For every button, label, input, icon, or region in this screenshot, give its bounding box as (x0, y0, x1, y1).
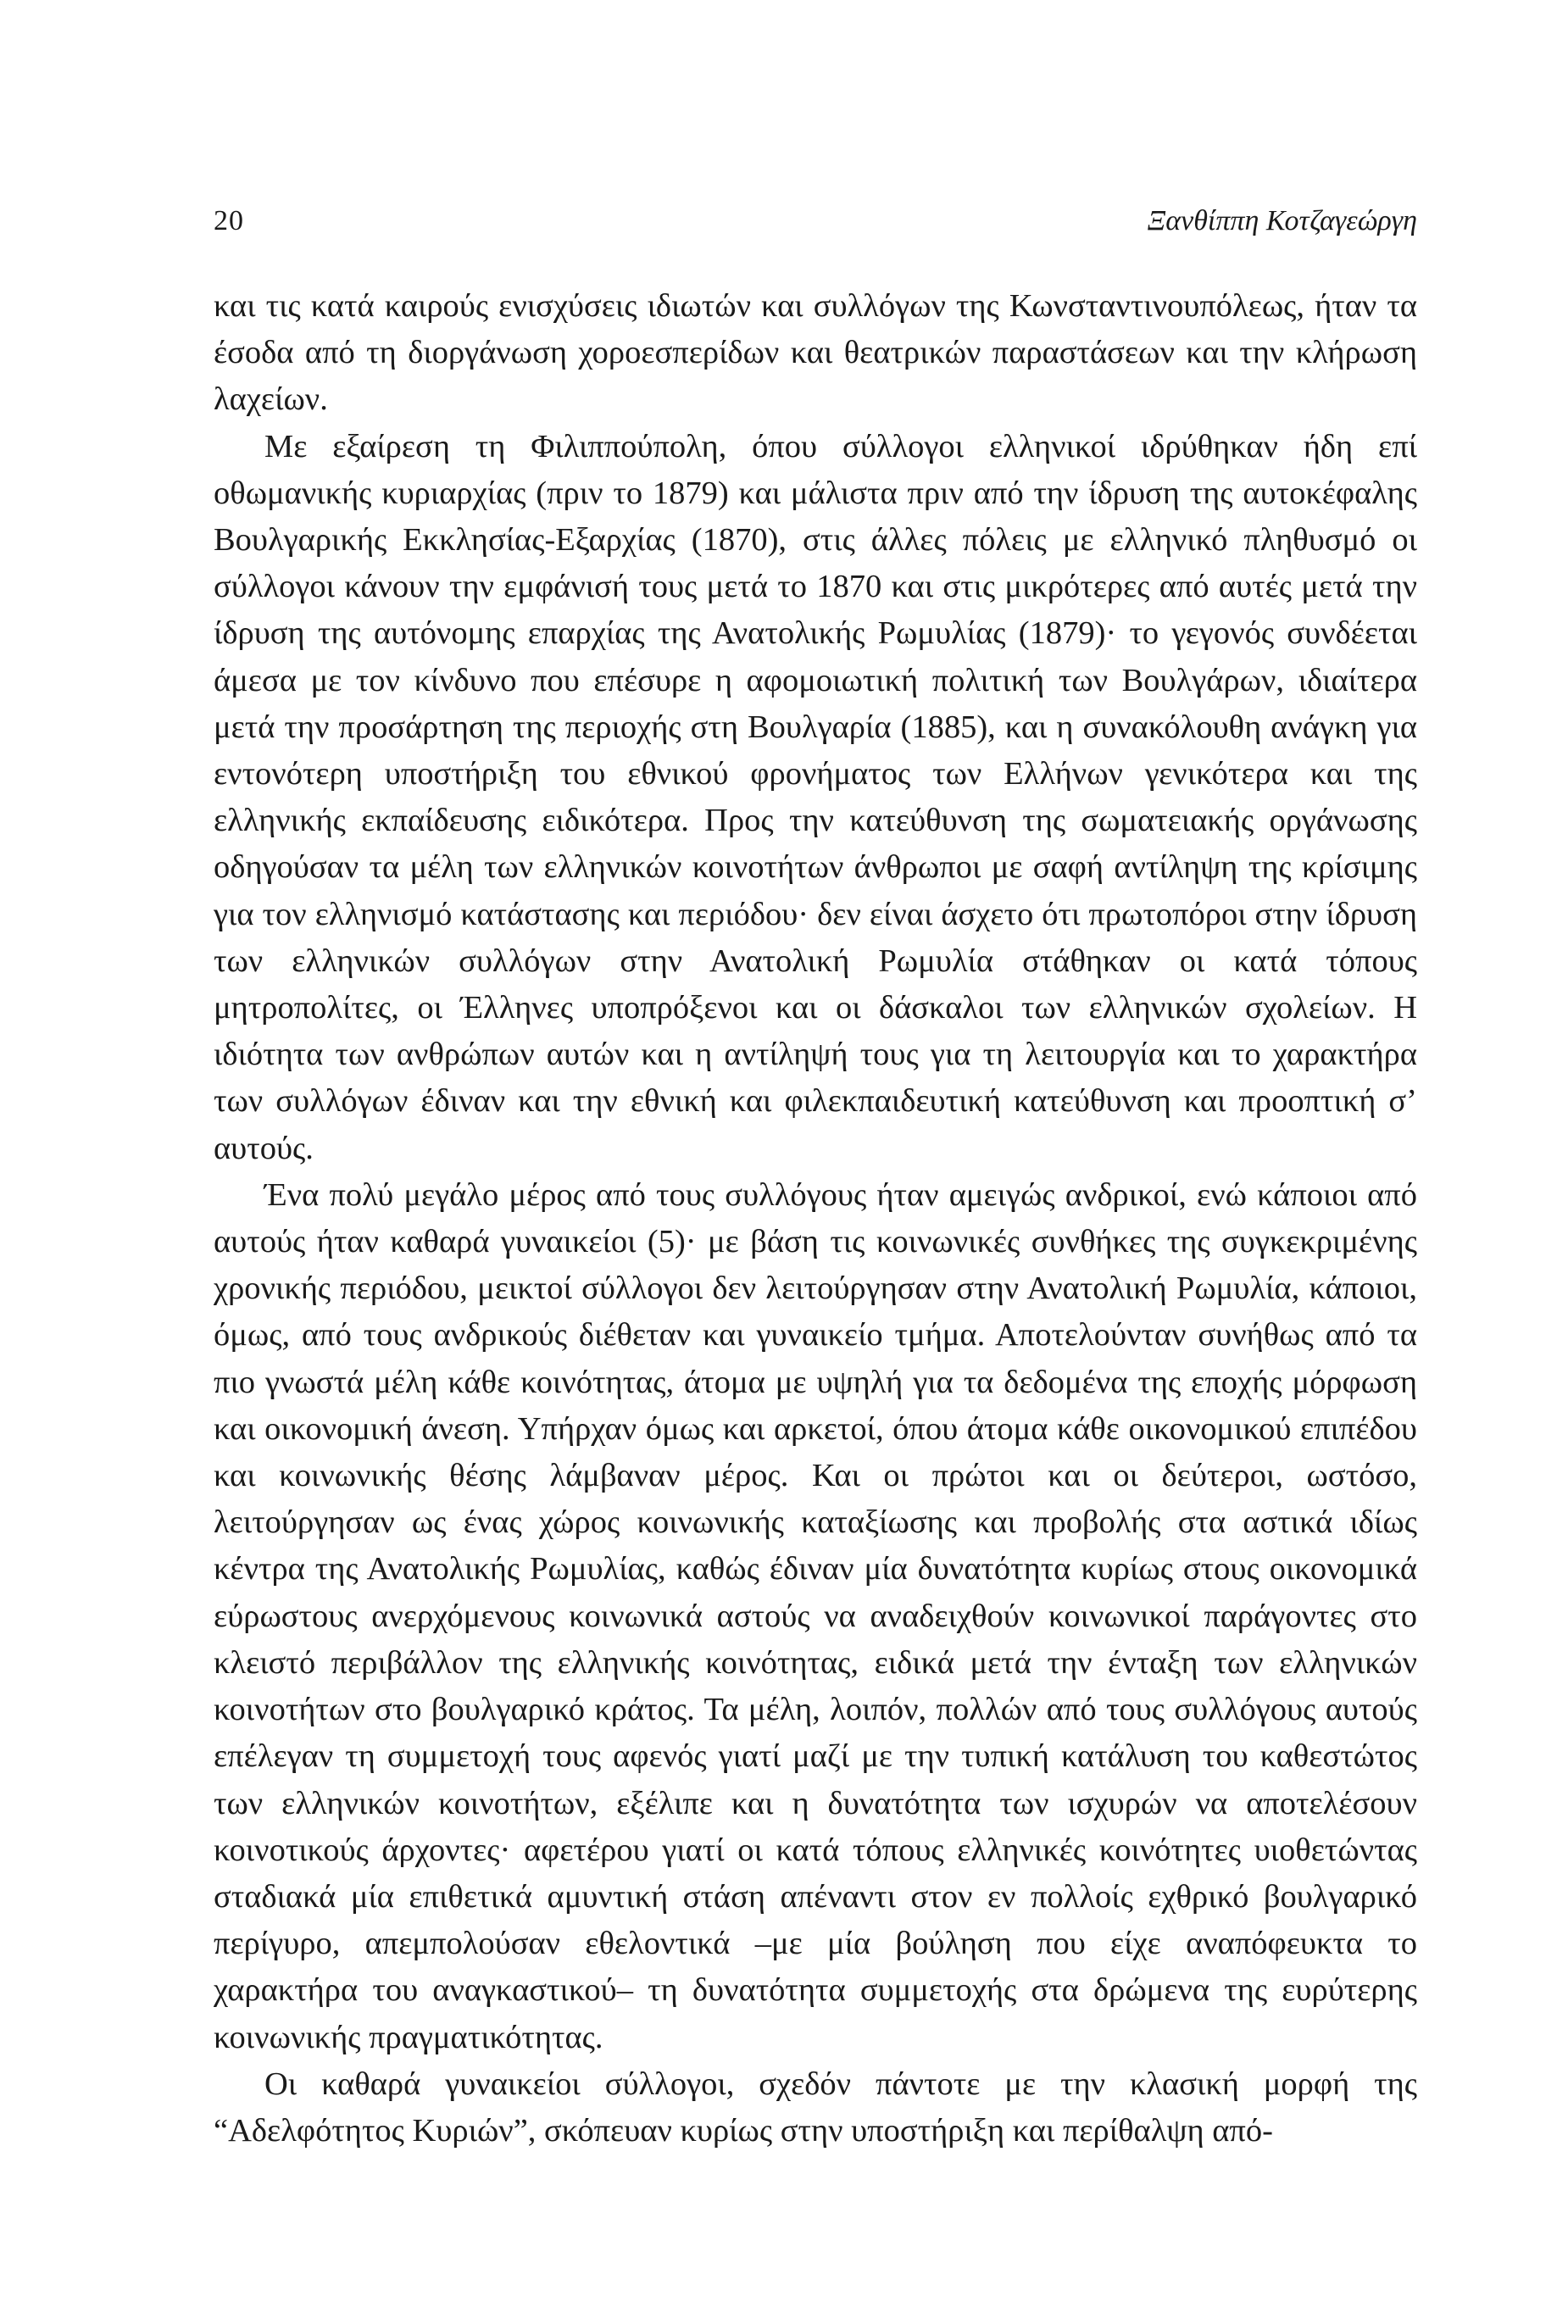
page-number: 20 (214, 205, 244, 236)
running-title-author: Ξανθίππη Κοτζαγεώργη (1147, 205, 1417, 236)
paragraph: Με εξαίρεση τη Φιλιππούπολη, όπου σύλλογοι ελληνικοί ιδρύθηκαν ήδη επί οθωμανικής κυριαρχίας (πριν το 1879) και μάλιστα πριν από την ίδρυση της αυτοκέφαλης Βουλγαρικής Εκκλησίας-Εξαρχίας (1870), στις άλλες πόλεις με ελληνικό πληθυσμό οι σύλλογοι κάνουν την εμφάνισή τους μετά το 1870 και στις μικρότερες από αυτές μετά την ίδρυση της αυτόνομης επαρχίας της Ανατολικής Ρωμυλίας (1879)· το γεγονός συνδέεται άμεσα με τον κίνδυνο που επέσυρε η αφομοιωτική πολιτική των Βουλγάρων, ιδιαίτερα μετά την προσάρτηση της περιοχής στη Βουλγαρία (1885), και η συνακόλουθη ανάγκη για εντονότερη υποστήριξη του εθνικού φρονήματος των Ελλήνων γενικότερα και της ελληνικής εκπαίδευσης ειδικότερα. Προς την κατεύθυνση της σωματειακής οργάνωσης οδηγούσαν τα μέλη των ελληνικών κοινοτήτων άνθρωποι με σαφή αντίληψη της κρίσιμης για τον ελληνισμό κατάστασης και περιόδου· δεν είναι άσχετο ότι πρωτοπόροι στην ίδρυση των ελληνικών συλλόγων στην Ανατολική Ρωμυλία στάθηκαν οι κατά τόπους μητροπολίτες, οι Έλληνες υποπρόξενοι και οι δάσκαλοι των ελληνικών σχολείων. Η ιδιότητα των ανθρώπων αυτών και η αντίληψή τους για τη λειτουργία και το χαρακτήρα των συλλόγων έδιναν και την εθνική και φιλεκπαιδευτική κατεύθυνση και προοπτική σ’ αυτούς. (214, 428, 1417, 1166)
paragraph: Οι καθαρά γυναικείοι σύλλογοι, σχεδόν πάντοτε με την κλασική μορφή της “Αδελφότητος Κυριών”, σκόπευαν κυρίως στην υποστήριξη και περίθαλψη από- (214, 2065, 1417, 2149)
paragraph: και τις κατά καιρούς ενισχύσεις ιδιωτών και συλλόγων της Κωνσταντινουπόλεως, ήταν τα έσοδα από τη διοργάνωση χοροεσπερίδων και θεατρικών παραστάσεων και την κλήρωση λαχείων. (214, 288, 1417, 418)
paragraph: Ένα πολύ μεγάλο μέρος από τους συλλόγους ήταν αμειγώς ανδρικοί, ενώ κάποιοι από αυτούς ήταν καθαρά γυναικείοι (5)· με βάση τις κοινωνικές συνθήκες της συγκεκριμένης χρονικής περιόδου, μεικτοί σύλλογοι δεν λειτούργησαν στην Ανατολική Ρωμυλία, κάποιοι, όμως, από τους ανδρικούς διέθεταν και γυναικείο τμήμα. Αποτελούνταν συνήθως από τα πιο γνωστά μέλη κάθε κοινότητας, άτομα με υψηλή για τα δεδομένα της εποχής μόρφωση και οικονομική άνεση. Υπήρχαν όμως και αρκετοί, όπου άτομα κάθε οικονομικού επιπέδου και κοινωνικής θέσης λάμβαναν μέρος. Και οι πρώτοι και οι δεύτεροι, ωστόσο, λειτούργησαν ως ένας χώρος κοινωνικής καταξίωσης και προβολής στα αστικά ιδίως κέντρα της Ανατολικής Ρωμυλίας, καθώς έδιναν μία δυνατότητα κυρίως στους οικονομικά εύρωστους ανερχόμενους κοινωνικά αστούς να αναδειχθούν κοινωνικοί παράγοντες στο κλειστό περιβάλλον της ελληνικής κοινότητας, ειδικά μετά την ένταξη των ελληνικών κοινοτήτων στο βουλγαρικό κράτος. Τα μέλη, λοιπόν, πολλών από τους συλλόγους αυτούς επέλεγαν τη συμμετοχή τους αφενός γιατί μαζί με την τυπική κατάλυση του καθεστώτος των ελληνικών κοινοτήτων, εξέλιπε και η δυνατότητα των ισχυρών να αποτελέσουν κοινοτικούς άρχοντες· αφετέρου γιατί οι κατά τόπους ελληνικές κοινότητες υιοθετώντας σταδιακά μία επιθετικά αμυντική στάση απέναντι στον εν πολλοίς εχθρικό βουλγαρικό περίγυρο, απεμπολούσαν εθελοντικά –με μία βούληση που είχε αναπόφευκτα το χαρακτήρα του αναγκαστικού– τη δυνατότητα συμμετοχής στα δρώμενα της ευρύτερης κοινωνικής πραγματικότητας. (214, 1176, 1417, 2055)
body-text (214, 283, 1417, 2154)
running-header (214, 200, 1417, 242)
